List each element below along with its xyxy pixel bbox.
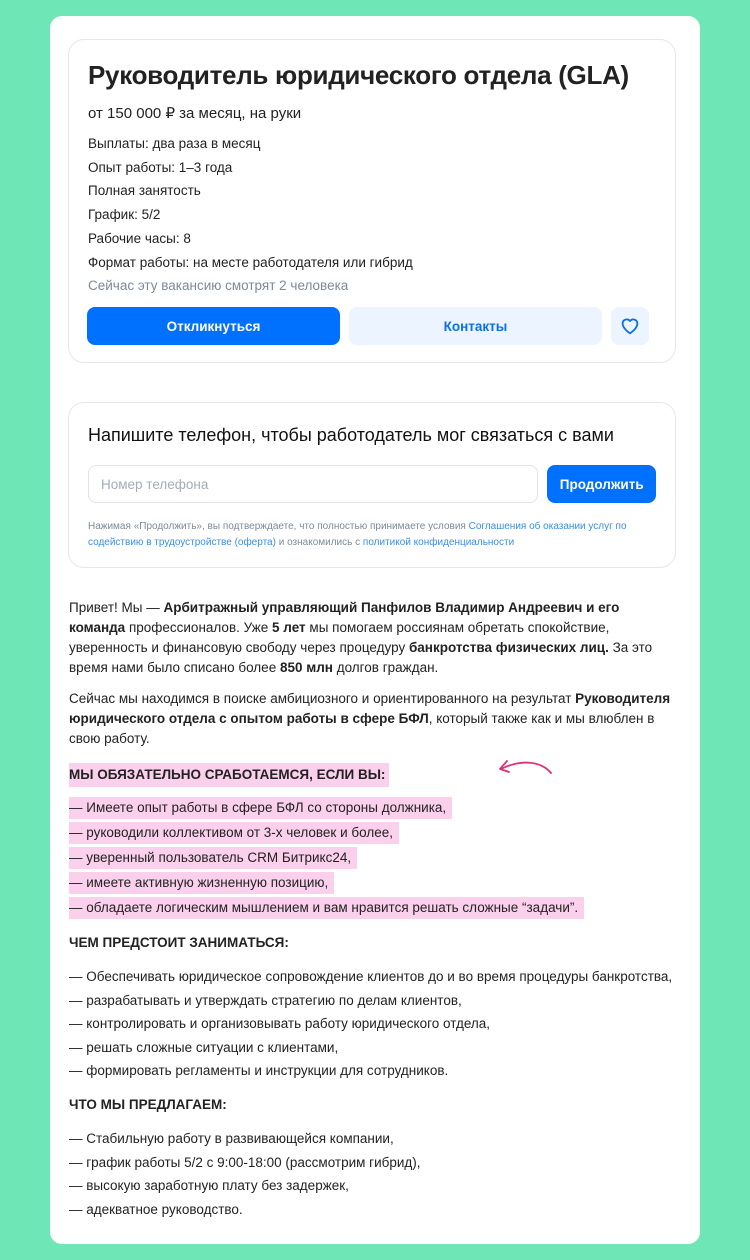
requirement-item	[69, 897, 679, 919]
salary: от 150 000 ₽ за месяц, на руки	[88, 105, 302, 122]
t: банкротства физических лиц.	[408, 640, 609, 655]
requirements-title: МЫ ОБЯЗАТЕЛЬНО СРАБОТАЕМСЯ, ЕСЛИ ВЫ:	[69, 763, 389, 787]
detail-experience: Опыт работы: 1–3 года	[88, 159, 233, 175]
vacancy-card	[68, 39, 676, 363]
offer-item: — адекватное руководство.	[69, 1201, 243, 1217]
duty-item: — разрабатывать и утверждать стратегию по делам клиентов,	[69, 992, 462, 1008]
contacts-button[interactable]: Контакты	[349, 307, 602, 345]
requirement-item	[69, 797, 679, 819]
t: За это время нами было списано более	[69, 640, 653, 675]
requirement-item	[69, 847, 679, 869]
phone-card	[68, 402, 676, 568]
t: долгов граждан.	[332, 660, 439, 675]
offer-link[interactable]: Соглашения об оказании услуг по содействию в трудоустройстве (оферта)	[88, 521, 627, 548]
continue-button[interactable]: Продолжить	[547, 465, 656, 503]
duty-item: — Обеспечивать юридическое сопровождение клиентов до и во время процедуры банкротства,	[69, 969, 673, 984]
t: Руководителя юридического отдела с опытом работы в сфере БФЛ	[69, 691, 671, 726]
t: Сейчас мы находимся в поиске амбициозного и ориентированного на результат	[69, 691, 576, 706]
t: 850 млн	[279, 660, 333, 675]
phone-heading: Напишите телефон, чтобы работодатель мог связаться с вами	[88, 425, 614, 445]
duty-item: — формировать регламенты и инструкции для сотрудников.	[69, 1063, 449, 1078]
t: Привет! Мы —	[69, 600, 164, 615]
requirement-item	[69, 822, 679, 844]
intro-paragraph	[69, 598, 679, 678]
t: — уверенный пользователь CRM Битрикс24,	[69, 847, 357, 869]
t: — обладаете логическим мышлением и вам нравится решать сложные “задачи”.	[69, 897, 584, 919]
terms-text-2: и ознакомились с	[275, 537, 363, 548]
offer-title: ЧТО МЫ ПРЕДЛАГАЕМ:	[69, 1097, 227, 1112]
vacancy-details	[88, 132, 656, 298]
detail-format: Формат работы: на месте работодателя или гибрид	[88, 254, 413, 270]
t: — Имеете опыт работы в сфере БФЛ со стороны должника,	[69, 797, 452, 819]
apply-button[interactable]: Откликнуться	[87, 307, 340, 345]
privacy-link[interactable]: политикой конфиденциальности	[362, 537, 515, 548]
offer-item: — высокую заработную плату без задержек,	[69, 1178, 349, 1193]
t: — имеете активную жизненную позицию,	[69, 872, 334, 894]
t: 5 лет	[272, 620, 306, 635]
duty-item: — контролировать и организовывать работу юридического отдела,	[69, 1016, 491, 1031]
terms-text	[88, 519, 656, 551]
detail-schedule: График: 5/2	[88, 207, 161, 223]
detail-employment: Полная занятость	[88, 183, 201, 199]
duty-item: — решать сложные ситуации с клиентами,	[69, 1039, 339, 1055]
t: , который также как и мы влюблен в свою работу.	[69, 711, 655, 746]
vacancy-title: Руководитель юридического отдела (GLA)	[88, 60, 629, 90]
description	[69, 598, 679, 1223]
offer-item: — график работы 5/2 с 9:00-18:00 (рассмотрим гибрид),	[69, 1154, 421, 1170]
heart-icon	[620, 317, 640, 335]
viewers-count: Сейчас эту вакансию смотрят 2 человека	[88, 278, 349, 294]
arrow-icon	[493, 755, 555, 779]
favorite-button[interactable]	[611, 307, 649, 345]
t: профессионалов. Уже	[125, 620, 273, 635]
terms-text-1: Нажимая «Продолжить», вы подтверждаете, что полностью принимаете условия	[88, 521, 469, 532]
offer-item: — Стабильную работу в развивающейся компании,	[69, 1131, 394, 1146]
t: — руководили коллективом от 3-х человек и более,	[69, 822, 399, 844]
duties-title: ЧЕМ ПРЕДСТОИТ ЗАНИМАТЬСЯ:	[69, 935, 289, 950]
search-paragraph	[69, 689, 679, 749]
vacancy-page	[50, 16, 700, 1244]
detail-payouts: Выплаты: два раза в месяц	[88, 136, 261, 151]
phone-input[interactable]: Номер телефона	[88, 465, 538, 503]
t: Арбитражный управляющий Панфилов Владимир Андреевич и его команда	[69, 600, 620, 635]
detail-hours: Рабочие часы: 8	[88, 230, 191, 246]
t: мы помогаем россиянам обретать спокойствие, уверенность и финансовую свободу через процедуру	[69, 620, 610, 655]
requirement-item	[69, 872, 679, 894]
